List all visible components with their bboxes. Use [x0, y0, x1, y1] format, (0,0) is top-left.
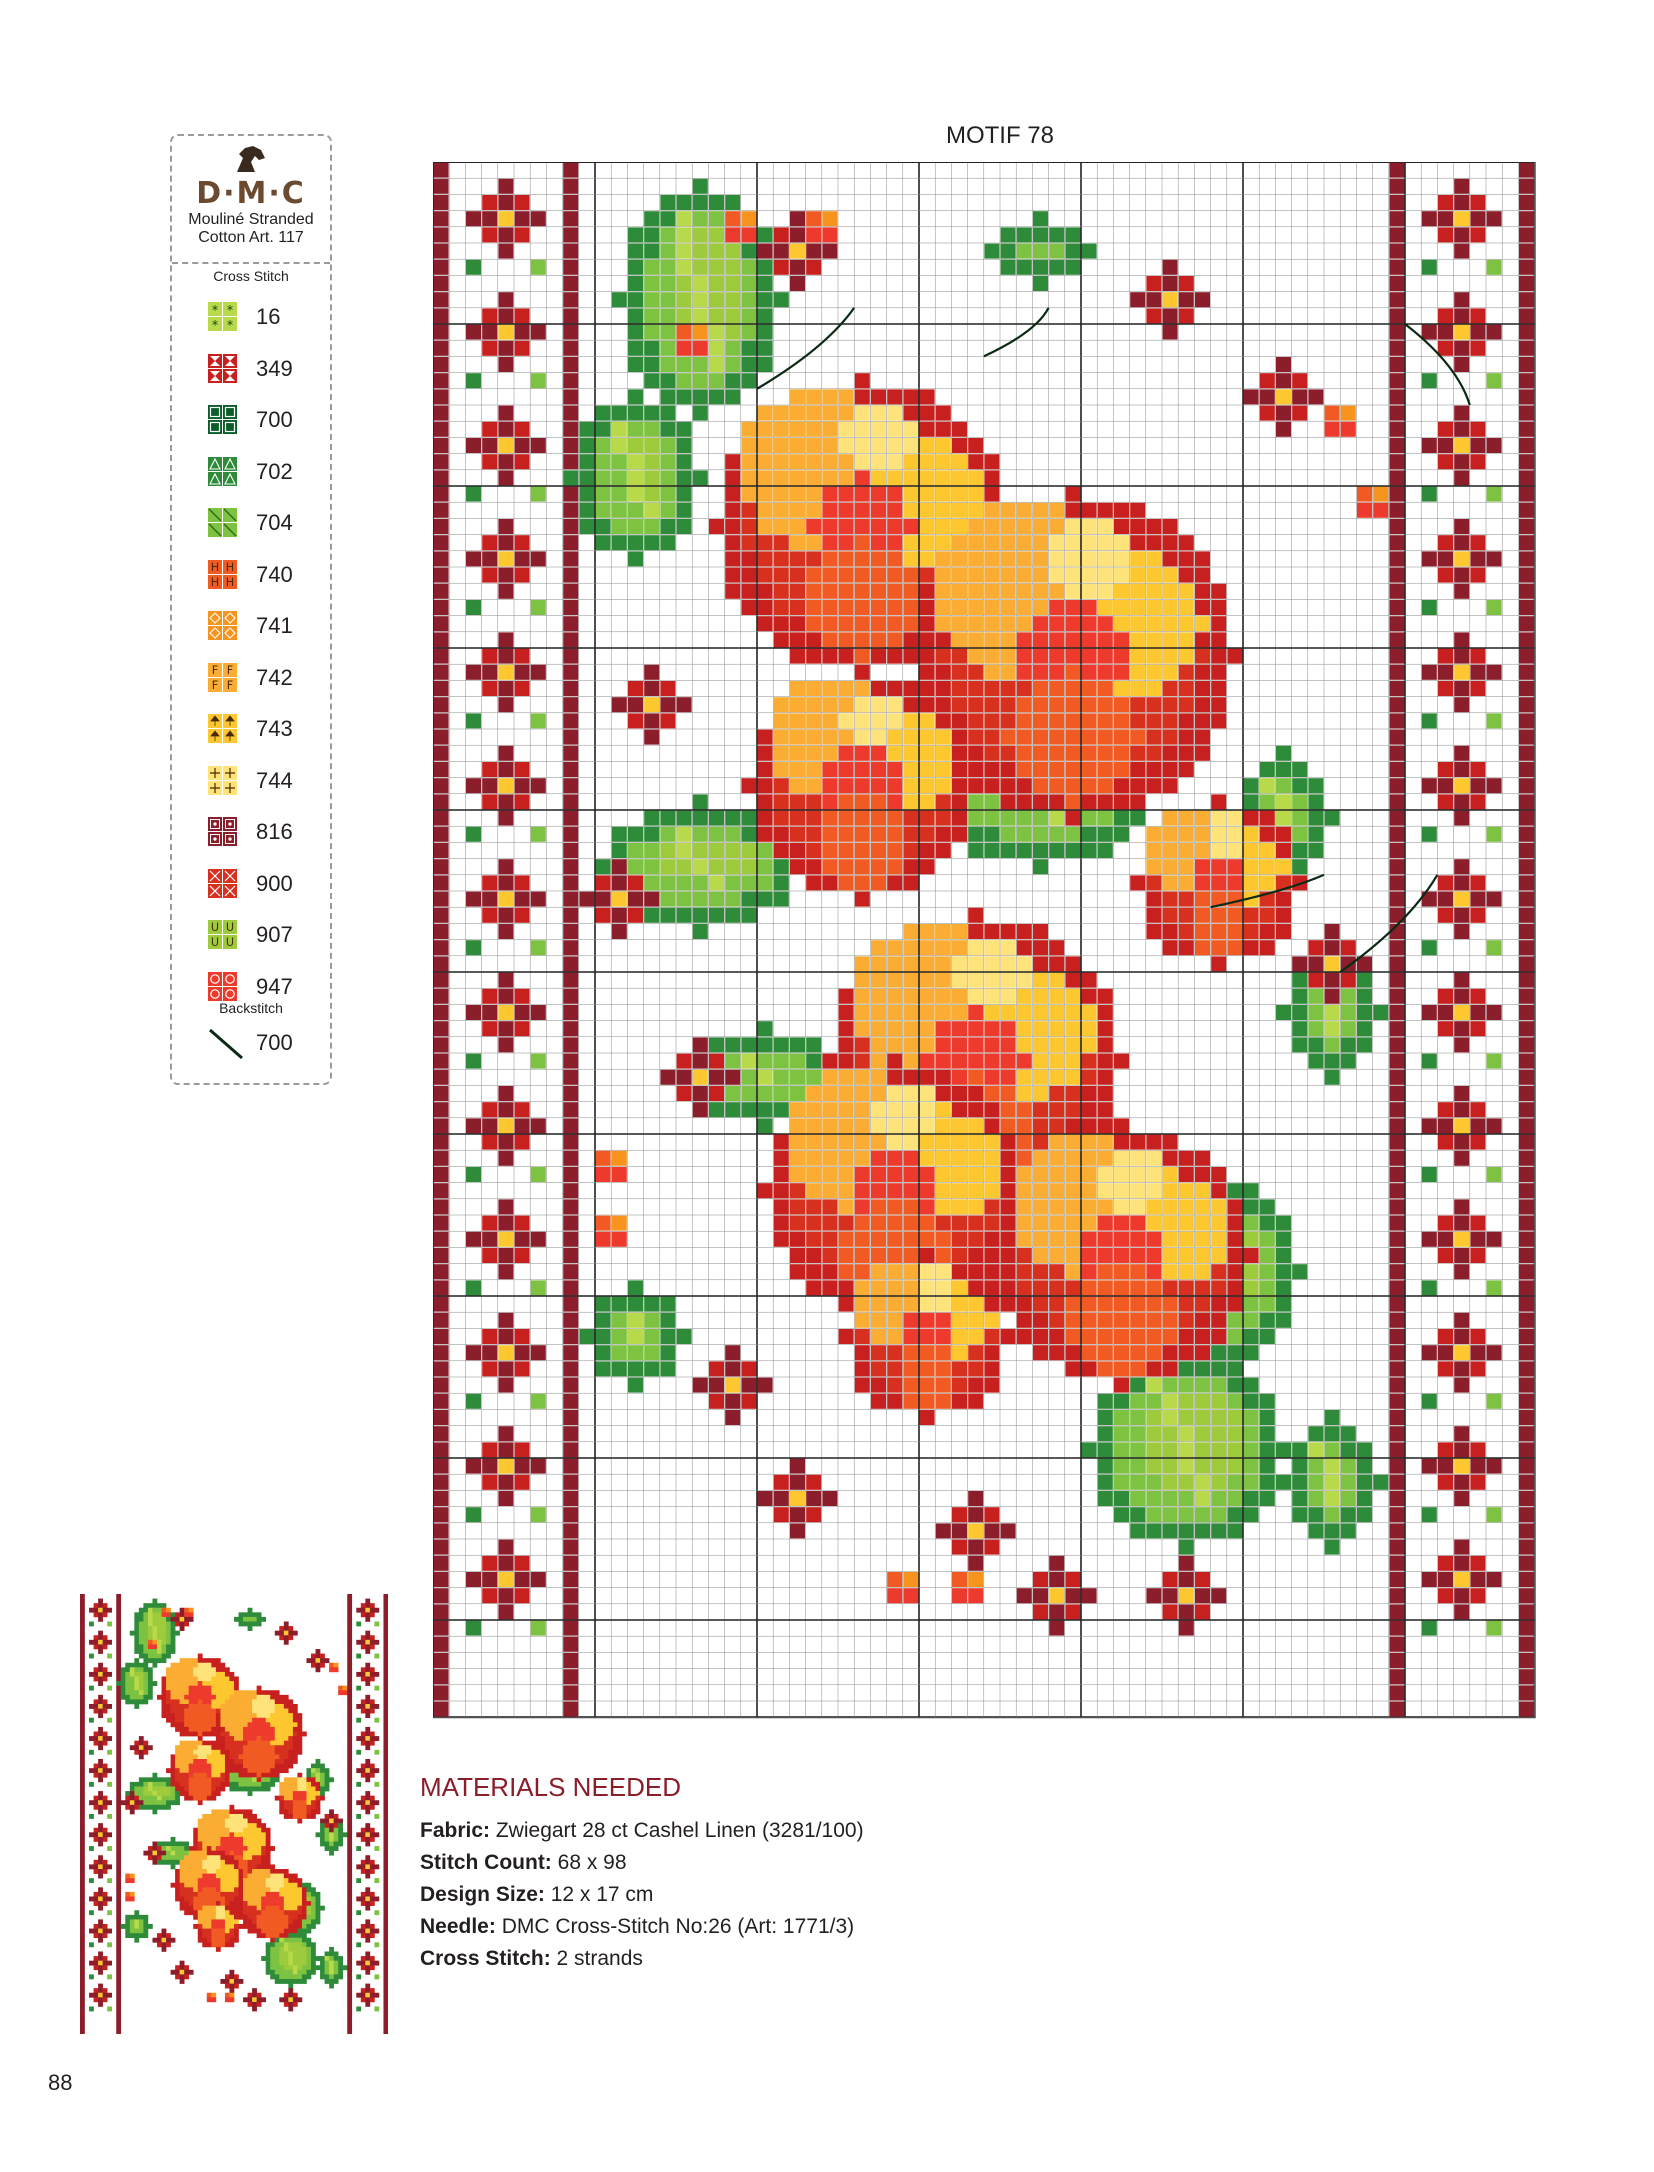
circle-symbol-icon	[206, 970, 240, 1004]
svg-text:H: H	[225, 575, 235, 589]
backstitch-label: Backstitch	[219, 1000, 283, 1016]
preview-image	[80, 1594, 388, 2034]
svg-text:U: U	[225, 921, 235, 935]
arrow-symbol-icon	[206, 712, 240, 746]
materials-label: Cross Stitch:	[420, 1947, 551, 1970]
svg-text:H: H	[210, 575, 220, 589]
boxdot-symbol-icon	[206, 815, 240, 849]
materials-value: Zwiegart 28 ct Cashel Linen (3281/100)	[490, 1819, 864, 1842]
color-key-panel	[170, 134, 332, 1085]
materials-line	[420, 1911, 1220, 1943]
svg-text:U: U	[210, 936, 220, 950]
color-code: 704	[256, 510, 293, 535]
triangle-symbol-icon	[206, 455, 240, 489]
svg-text:*: *	[211, 317, 219, 332]
materials-value: 2 strands	[550, 1947, 643, 1970]
color-code: 700	[256, 407, 293, 432]
svg-text:H: H	[225, 560, 235, 574]
materials-line	[420, 1943, 1220, 1975]
product-line-2: Cotton Art. 117	[198, 229, 304, 246]
svg-text:*: *	[226, 302, 234, 317]
materials-list	[420, 1815, 1220, 1975]
color-code: 744	[256, 767, 293, 793]
materials-label: Design Size:	[420, 1883, 545, 1906]
materials-label: Needle:	[420, 1915, 496, 1938]
u-symbol-icon	[206, 918, 240, 952]
materials-value: 68 x 98	[551, 1851, 627, 1874]
materials-value: 12 x 17 cm	[544, 1883, 654, 1906]
svg-text:U: U	[225, 936, 235, 950]
materials-label: Stitch Count:	[420, 1851, 552, 1874]
motif-title: MOTIF 78	[945, 122, 1054, 149]
h-symbol-icon	[206, 558, 240, 592]
plus-symbol-icon	[206, 764, 240, 798]
color-code: 816	[256, 819, 293, 844]
color-code: 907	[256, 922, 293, 947]
svg-text:F: F	[211, 678, 219, 692]
diamond-symbol-icon	[206, 609, 240, 643]
svg-text:*: *	[211, 302, 219, 317]
legend-divider	[172, 262, 330, 264]
color-code: 349	[256, 355, 293, 381]
dmc-brand: D·M·C	[196, 176, 306, 211]
color-code: 16	[256, 304, 281, 329]
color-code: 702	[256, 458, 293, 484]
materials-line	[420, 1847, 1220, 1879]
color-code: 743	[256, 716, 293, 741]
materials-line	[420, 1879, 1220, 1911]
svg-text:H: H	[210, 560, 220, 574]
materials-section	[420, 1772, 1220, 1975]
svg-text:F: F	[226, 663, 234, 677]
materials-heading: MATERIALS NEEDED	[420, 1772, 682, 1802]
backstitch-line-icon	[206, 1026, 246, 1062]
color-code: 741	[256, 613, 293, 638]
svg-text:U: U	[210, 921, 220, 935]
cross-stitch-label: Cross Stitch	[213, 268, 289, 284]
svg-text:F: F	[226, 678, 234, 692]
f-symbol-icon	[206, 661, 240, 695]
color-code: 947	[256, 973, 293, 999]
chart-grid-svg	[433, 162, 1561, 1746]
star-symbol-icon	[206, 300, 240, 334]
horse-head-icon	[229, 144, 273, 174]
square-symbol-icon	[206, 403, 240, 437]
diagonal-symbol-icon	[206, 506, 240, 540]
svg-text:*: *	[226, 317, 234, 332]
finished-preview	[80, 1594, 388, 2038]
color-code: 740	[256, 561, 293, 587]
backstitch-code: 700	[256, 1030, 293, 1055]
hourglass-symbol-icon	[206, 352, 240, 386]
dmc-logo	[172, 144, 330, 247]
materials-value: DMC Cross-Stitch No:26 (Art: 1771/3)	[495, 1915, 855, 1938]
color-code: 742	[256, 664, 293, 690]
cross-stitch-chart	[433, 162, 1561, 1750]
svg-text:F: F	[211, 663, 219, 677]
page-number: 88	[48, 2070, 73, 2095]
materials-label: Fabric:	[420, 1819, 491, 1842]
materials-line	[420, 1815, 1220, 1847]
color-code: 900	[256, 870, 293, 896]
x-symbol-icon	[206, 867, 240, 901]
product-line-1: Mouliné Stranded	[188, 211, 314, 228]
